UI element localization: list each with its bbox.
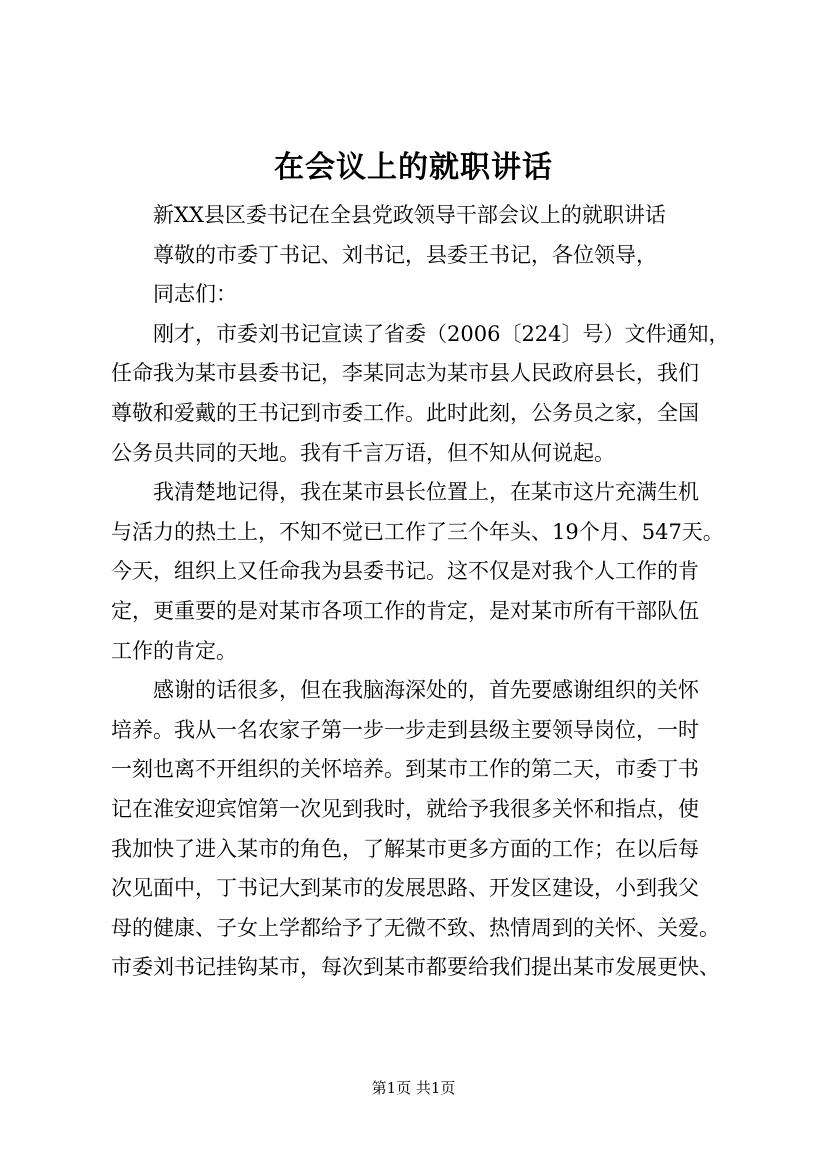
salutation-line: 尊敬的市委丁书记、刘书记，县委王书记，各位领导， <box>153 242 657 267</box>
paragraph-line: 培养。我从一名农家子第一步一步走到县级主要领导岗位，一时 <box>111 717 699 742</box>
paragraph-line: 记在淮安迎宾馆第一次见到我时，就给予我很多关怀和指点，使 <box>111 796 699 821</box>
paragraph-line: 工作的肯定。 <box>111 638 237 663</box>
paragraph-line: 刚才，市委刘书记宣读了省委（2006〔224〕号）文件通知， <box>153 321 730 346</box>
paragraph-line: 公务员共同的天地。我有千言万语，但不知从何说起。 <box>111 440 615 465</box>
document-title: 在会议上的就职讲话 <box>274 150 553 185</box>
paragraph-line: 感谢的话很多，但在我脑海深处的，首先要感谢组织的关怀 <box>153 678 699 703</box>
paragraph-line: 今天，组织上又任命我为县委书记。这不仅是对我个人工作的肯 <box>111 559 699 584</box>
paragraph-line: 任命我为某市县委书记，李某同志为某市县人民政府县长，我们 <box>111 361 699 386</box>
subtitle-line: 新XX县区委书记在全县党政领导干部会议上的就职讲话 <box>153 203 666 227</box>
paragraph-line: 一刻也离不开组织的关怀培养。到某市工作的第二天，市委丁书 <box>111 757 699 782</box>
paragraph-line: 我加快了进入某市的角色，了解某市更多方面的工作；在以后每 <box>111 836 699 861</box>
paragraph-line: 次见面中，丁书记大到某市的发展思路、开发区建设，小到我父 <box>111 876 699 901</box>
document-body <box>111 196 731 988</box>
salutation-line: 同志们： <box>153 282 237 307</box>
paragraph-line: 我清楚地记得，我在某市县长位置上，在某市这片充满生机 <box>153 480 699 505</box>
paragraph-line: 与活力的热土上，不知不觉已工作了三个年头、19个月、547天。 <box>111 519 724 544</box>
paragraph-line: 尊敬和爱戴的王书记到市委工作。此时此刻，公务员之家，全国 <box>111 400 699 425</box>
paragraph-line: 市委刘书记挂钩某市，每次到某市都要给我们提出某市发展更快、 <box>111 955 720 980</box>
page-footer: 第1页 共1页 <box>371 1079 456 1097</box>
paragraph-line: 定，更重要的是对某市各项工作的肯定，是对某市所有干部队伍 <box>111 598 699 623</box>
paragraph-line: 母的健康、子女上学都给予了无微不致、热情周到的关怀、关爱。 <box>111 915 720 940</box>
